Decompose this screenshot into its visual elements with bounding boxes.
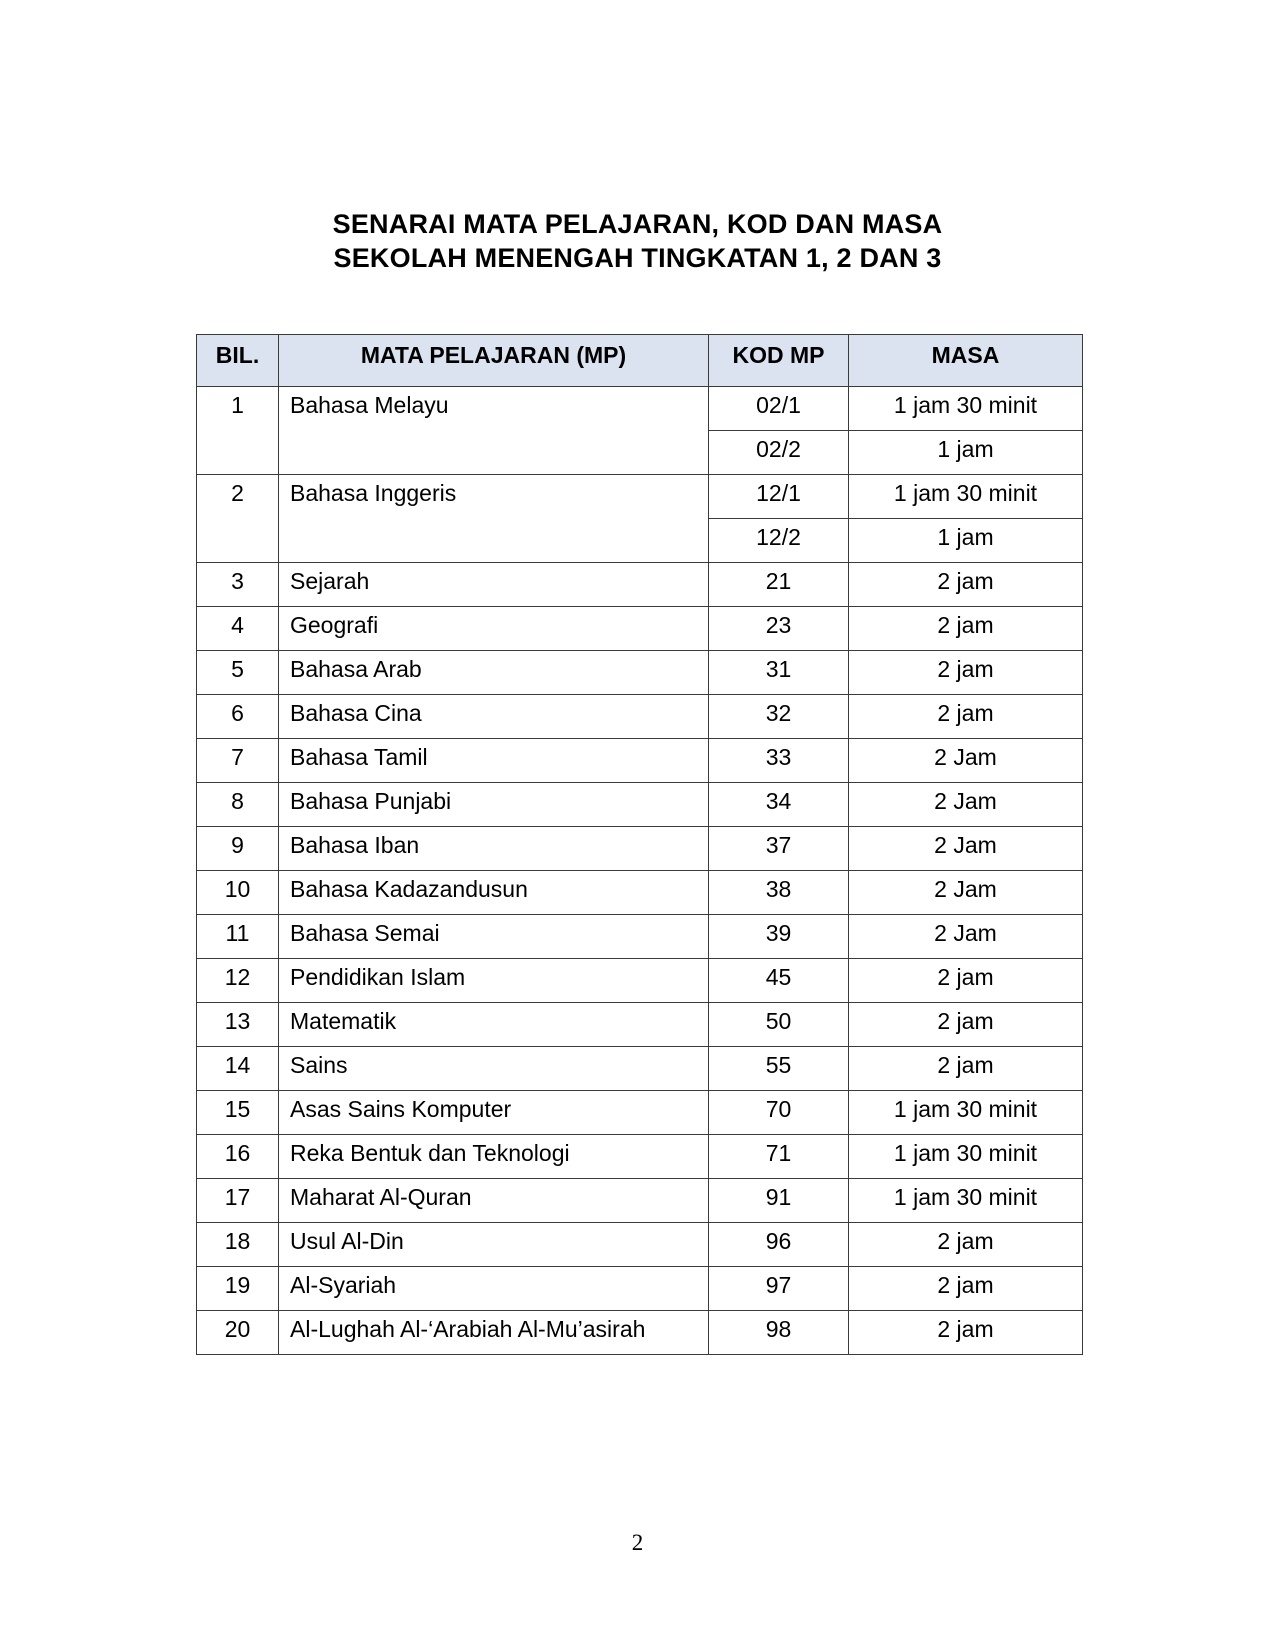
document-title-line-2: SEKOLAH MENENGAH TINGKATAN 1, 2 DAN 3 [333, 243, 942, 273]
subject-name: Bahasa Tamil [279, 739, 709, 783]
page-number: 2 [631, 1530, 644, 1555]
header-code: KOD MP [709, 335, 849, 387]
table-row [197, 695, 1083, 739]
subject-name: Pendidikan Islam [279, 959, 709, 1003]
subject-code: 98 [709, 1311, 849, 1355]
row-number: 9 [197, 827, 279, 871]
row-number: 11 [197, 915, 279, 959]
table-row [197, 1091, 1083, 1135]
table-row [197, 871, 1083, 915]
subject-code: 37 [709, 827, 849, 871]
subject-name: Bahasa Cina [279, 695, 709, 739]
subject-name: Bahasa Arab [279, 651, 709, 695]
row-number: 5 [197, 651, 279, 695]
exam-duration: 2 Jam [849, 915, 1083, 959]
exam-duration: 1 jam [849, 431, 1083, 475]
exam-duration: 1 jam 30 minit [849, 1135, 1083, 1179]
exam-duration: 2 Jam [849, 739, 1083, 783]
exam-duration: 2 jam [849, 651, 1083, 695]
subject-code: 55 [709, 1047, 849, 1091]
exam-duration: 2 Jam [849, 783, 1083, 827]
row-number: 10 [197, 871, 279, 915]
subject-name: Asas Sains Komputer [279, 1091, 709, 1135]
subjects-table [196, 334, 1083, 1355]
row-number: 16 [197, 1135, 279, 1179]
subject-code: 32 [709, 695, 849, 739]
exam-duration: 2 jam [849, 1311, 1083, 1355]
subject-name: Sejarah [279, 563, 709, 607]
subject-name: Maharat Al-Quran [279, 1179, 709, 1223]
row-number: 3 [197, 563, 279, 607]
subject-name: Bahasa Inggeris [279, 475, 709, 563]
row-number: 12 [197, 959, 279, 1003]
header-subject: MATA PELAJARAN (MP) [279, 335, 709, 387]
row-number: 1 [197, 387, 279, 475]
subject-code: 12/1 [709, 475, 849, 519]
subject-code: 12/2 [709, 519, 849, 563]
subject-name: Bahasa Iban [279, 827, 709, 871]
exam-duration: 2 Jam [849, 871, 1083, 915]
row-number: 17 [197, 1179, 279, 1223]
table-row [197, 915, 1083, 959]
row-number: 6 [197, 695, 279, 739]
row-number: 4 [197, 607, 279, 651]
subject-code: 91 [709, 1179, 849, 1223]
subject-code: 38 [709, 871, 849, 915]
table-row [197, 959, 1083, 1003]
subject-code: 02/1 [709, 387, 849, 431]
exam-duration: 2 jam [849, 1047, 1083, 1091]
row-number: 20 [197, 1311, 279, 1355]
exam-duration: 2 jam [849, 607, 1083, 651]
subject-code: 45 [709, 959, 849, 1003]
subject-code: 97 [709, 1267, 849, 1311]
row-number: 7 [197, 739, 279, 783]
table-row [197, 563, 1083, 607]
table-row [197, 1311, 1083, 1355]
table-row [197, 783, 1083, 827]
row-number: 13 [197, 1003, 279, 1047]
subject-code: 02/2 [709, 431, 849, 475]
table-row [197, 1267, 1083, 1311]
subject-code: 21 [709, 563, 849, 607]
exam-duration: 2 jam [849, 1267, 1083, 1311]
subject-code: 31 [709, 651, 849, 695]
table-row [197, 827, 1083, 871]
exam-duration: 2 jam [849, 959, 1083, 1003]
row-number: 19 [197, 1267, 279, 1311]
exam-duration: 2 jam [849, 1223, 1083, 1267]
subject-name: Bahasa Kadazandusun [279, 871, 709, 915]
exam-duration: 2 jam [849, 1003, 1083, 1047]
subject-name: Sains [279, 1047, 709, 1091]
table-body [197, 387, 1083, 1355]
document-title-line-1: SENARAI MATA PELAJARAN, KOD DAN MASA [332, 209, 943, 239]
subject-code: 34 [709, 783, 849, 827]
table-row [197, 607, 1083, 651]
subject-name: Al-Lughah Al-‘Arabiah Al-Mu’asirah [279, 1311, 709, 1355]
subject-name: Bahasa Punjabi [279, 783, 709, 827]
exam-duration: 1 jam 30 minit [849, 1179, 1083, 1223]
exam-duration: 2 Jam [849, 827, 1083, 871]
subject-code: 96 [709, 1223, 849, 1267]
subject-code: 71 [709, 1135, 849, 1179]
header-duration: MASA [849, 335, 1083, 387]
subject-name: Usul Al-Din [279, 1223, 709, 1267]
table-row [197, 387, 1083, 431]
table-row [197, 1047, 1083, 1091]
table-row [197, 1003, 1083, 1047]
header-bil: BIL. [197, 335, 279, 387]
table-header-row [197, 335, 1083, 387]
subject-name: Al-Syariah [279, 1267, 709, 1311]
subject-name: Reka Bentuk dan Teknologi [279, 1135, 709, 1179]
subject-code: 33 [709, 739, 849, 783]
row-number: 18 [197, 1223, 279, 1267]
table-row [197, 1179, 1083, 1223]
subject-name: Bahasa Semai [279, 915, 709, 959]
row-number: 14 [197, 1047, 279, 1091]
subject-code: 39 [709, 915, 849, 959]
subject-name: Matematik [279, 1003, 709, 1047]
subject-code: 70 [709, 1091, 849, 1135]
exam-duration: 1 jam 30 minit [849, 1091, 1083, 1135]
subject-name: Bahasa Melayu [279, 387, 709, 475]
row-number: 8 [197, 783, 279, 827]
table-row [197, 651, 1083, 695]
table-row [197, 475, 1083, 519]
exam-duration: 2 jam [849, 563, 1083, 607]
table-row [197, 739, 1083, 783]
subject-name: Geografi [279, 607, 709, 651]
exam-duration: 2 jam [849, 695, 1083, 739]
table-row [197, 1135, 1083, 1179]
exam-duration: 1 jam 30 minit [849, 387, 1083, 431]
row-number: 2 [197, 475, 279, 563]
subject-code: 50 [709, 1003, 849, 1047]
subject-code: 23 [709, 607, 849, 651]
table-row [197, 1223, 1083, 1267]
exam-duration: 1 jam 30 minit [849, 475, 1083, 519]
row-number: 15 [197, 1091, 279, 1135]
exam-duration: 1 jam [849, 519, 1083, 563]
